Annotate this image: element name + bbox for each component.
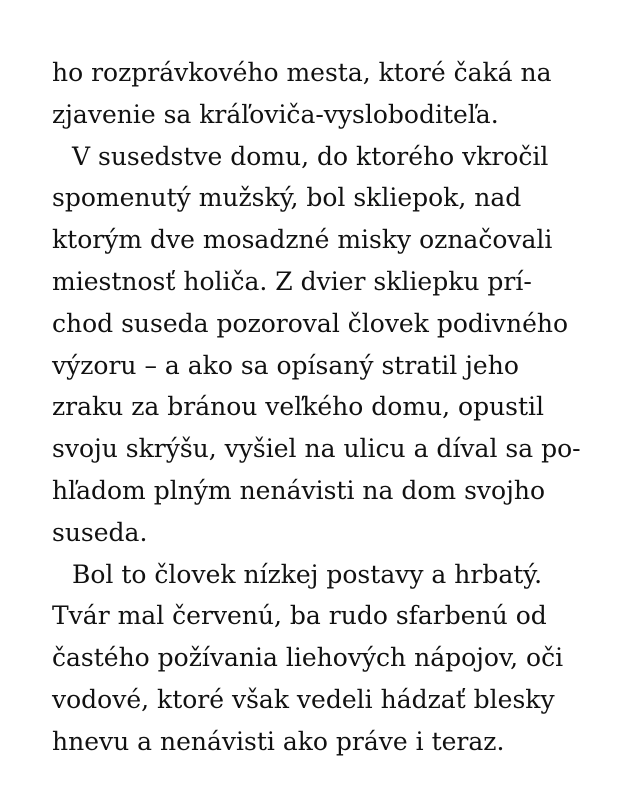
text-line: častého požívania liehových nápojov, oči (52, 643, 564, 673)
page-text (52, 52, 612, 763)
text-line: hnevu a nenávisti ako práve i teraz. (52, 726, 505, 756)
text-line: vodové, ktoré však vedeli hádzať blesky (52, 684, 555, 714)
text-line: spomenutý mužský, bol skliepok, nad (52, 183, 522, 213)
text-line: výzoru – a ako sa opísaný stratil jeho (52, 350, 519, 380)
text-line: Tvár mal červenú, ba rudo sfarbenú od (52, 601, 547, 631)
text-line: hľadom plným nenávisti na dom svojho (52, 475, 545, 505)
text-line: zraku za bránou veľkého domu, opustil (52, 392, 545, 422)
text-line: svoju skrýšu, vyšiel na ulicu a díval sa po- (52, 434, 581, 464)
text-line: chod suseda pozoroval človek podivného (52, 308, 569, 338)
paragraph-start-line: V susedstve domu, do ktorého vkročil (72, 141, 549, 171)
text-line: zjavenie sa kráľoviča-vysloboditeľa. (52, 99, 499, 129)
text-line: miestnosť holiča. Z dvier skliepku prí- (52, 266, 532, 296)
paragraph-start-line: Bol to človek nízkej postavy a hrbatý. (72, 559, 543, 589)
text-line: suseda. (52, 517, 148, 547)
text-line: ho rozprávkového mesta, ktoré čaká na (52, 58, 552, 87)
text-line: ktorým dve mosadzné misky označovali (52, 225, 553, 255)
